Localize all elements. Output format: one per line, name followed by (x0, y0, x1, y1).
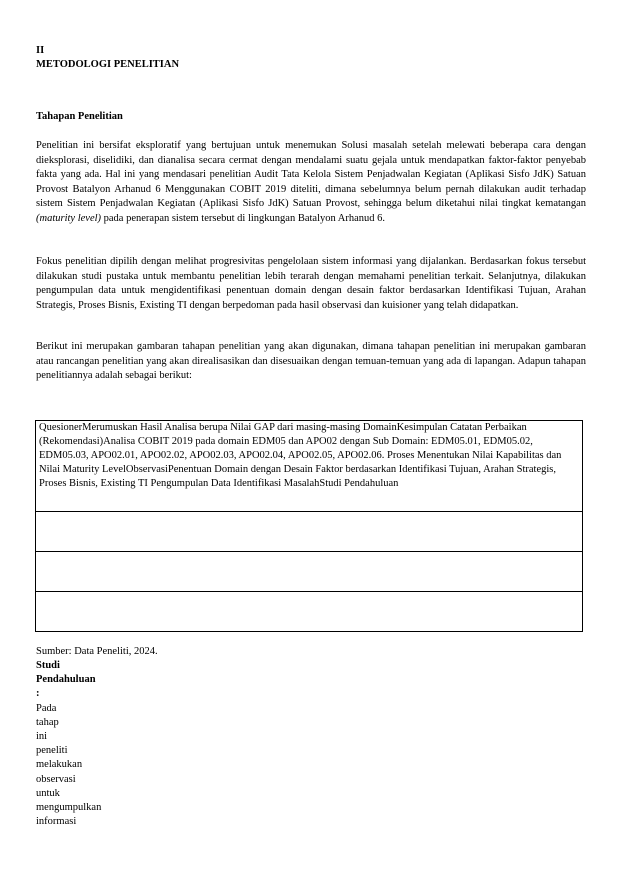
stage-description (36, 659, 126, 829)
stage-word: observasi (36, 773, 76, 785)
stage-title-line1: Studi (36, 660, 60, 671)
paragraph-stages: Berikut ini merupakan gambaran tahapan penelitian yang akan digunakan, dimana tahapan penelitian ini merupakan gambaran atau rancangan penelitian yang akan direalisasikan dan disesuaikan dengan temuan-temuan yang ada di lapangan. Adapun tahapan penelitiannya adalah sebagai berikut: (36, 341, 586, 381)
figure-source: Sumber: Data Peneliti, 2024. (36, 646, 158, 657)
paragraph-intro-text-b: pada penerapan sistem tersebut di lingkungan Batalyon Arhanud 6. (101, 212, 386, 224)
diagram-empty-row (35, 511, 583, 552)
stage-title-colon: : (36, 688, 40, 700)
stage-title-line2: Pendahuluan (36, 674, 96, 686)
research-stages-diagram (35, 420, 583, 632)
chapter-title: METODOLOGI PENELITIAN (36, 59, 180, 70)
stage-word: melakukan (36, 759, 83, 771)
stage-word: peneliti (36, 745, 68, 757)
paragraph-intro-italic: (maturity level) (36, 212, 102, 224)
diagram-empty-row (35, 551, 583, 592)
diagram-text-box: QuesionerMerumuskan Hasil Analisa berupa Nilai GAP dari masing-masing DomainKesimpulan Catatan Perbaikan (Rekomendasi)Analisa COBIT 2019 pada domain EDM05 dan APO02 dengan Sub Domain: EDM05.01, EDM05.02, EDM05.03, APO02.01, APO02.02, APO02.03, APO02.04, APO02.05, APO02.06. Proses Menentukan Nilai Kapabilitas dan Nilai Maturity LevelObservasiPenentuan Domain dengan Desain Faktor berdasarkan Identifikasi Tujuan, Arahan Strategis, Proses Bisnis, Existing TI Pengumpulan Data Identifikasi MasalahStudi Pendahuluan (35, 420, 583, 512)
stage-word: untuk (36, 787, 60, 799)
paragraph-intro-text-a: Penelitian ini bersifat eksploratif yang bertujuan untuk menemukan Solusi masalah setelah melewati beberapa cara dengan dieksplorasi, diselidiki, dan dianalisa secara cermat dengan mendalami suatu gejala untuk mendapatkan faktor-faktor penyebab fakta yang ada. Hal ini yang mendasari penelitian Audit Tata Kelola Sistem Penjadwalan Kegiatan (Aplikasi Sisfo JdK) Satuan Provost Batalyon Arhanud 6 Menggunakan COBIT 2019 diteliti, dimana sebelumnya belum pernah dilakukan audit terhadap sistem Sistem Penjadwalan Kegiatan (Aplikasi Sisfo JdK) Satuan Provost, sehingga belum diketahui nilai tingkat kematangan (36, 140, 586, 209)
stage-word: ini (36, 731, 48, 743)
stage-word: mengumpulkan (36, 802, 102, 814)
stage-word: tahap (36, 716, 59, 728)
stage-word: informasi (36, 816, 77, 828)
section-title: Tahapan Penelitian (36, 111, 123, 122)
diagram-empty-row (35, 591, 583, 632)
chapter-heading (36, 44, 179, 72)
paragraph-focus: Fokus penelitian dipilih dengan melihat progresivitas pengelolaan sistem informasi yang dijalankan. Berdasarkan fokus tersebut dilakukan studi pustaka untuk membantu penelitian lebih terarah dengan memahami penelitian terkait. Selanjutnya, dilakukan pengumpulan data untuk mengidentifikasi penentuan domain dengan desain faktor berdasarkan Identifikasi Tujuan, Arahan Strategis, Proses Bisnis, Existing TI dengan berpedoman pada hasil observasi dan kuisioner yang telah didapatkan. (36, 256, 586, 311)
stage-word: Pada (36, 702, 57, 714)
chapter-number: II (36, 45, 45, 56)
paragraph-intro (36, 139, 586, 226)
